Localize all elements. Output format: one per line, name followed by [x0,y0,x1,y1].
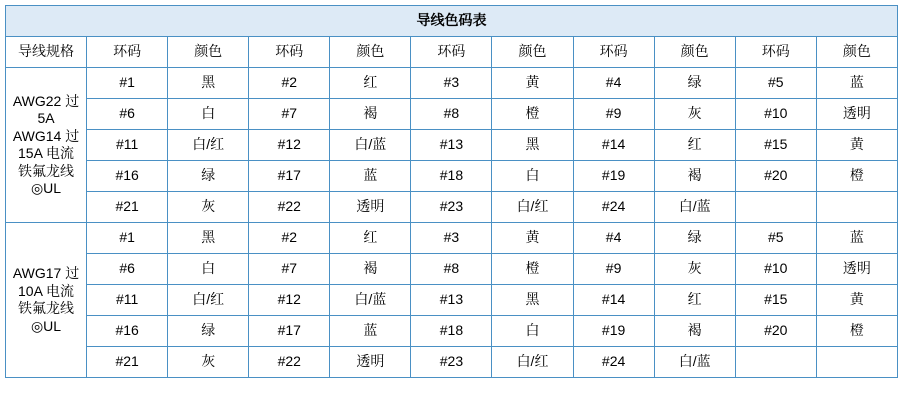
color-cell: 灰 [654,254,735,285]
table-row [6,223,898,254]
ring-code-cell: #19 [573,316,654,347]
ring-code-cell: #14 [573,285,654,316]
spec-line: AWG17 过 [12,265,80,281]
ring-code-cell: #20 [735,161,816,192]
header-row [6,37,898,68]
ring-code-cell: #18 [411,161,492,192]
column-header-code-2: 环码 [249,37,330,68]
ring-code-cell: #4 [573,223,654,254]
color-cell: 红 [330,68,411,99]
color-cell: 白 [168,99,249,130]
ring-code-cell: #17 [249,161,330,192]
ring-code-cell: #18 [411,316,492,347]
color-cell: 黑 [168,68,249,99]
empty-cell [816,347,897,378]
ring-code-cell: #22 [249,192,330,223]
color-cell: 黄 [816,130,897,161]
ring-code-cell: #21 [87,347,168,378]
table-title: 导线色码表 [6,6,898,37]
ring-code-cell: #17 [249,316,330,347]
color-cell: 褐 [654,316,735,347]
empty-cell [735,347,816,378]
column-header-color-3: 颜色 [492,37,573,68]
color-cell: 白/蓝 [330,130,411,161]
ring-code-cell: #12 [249,285,330,316]
color-cell: 黑 [168,223,249,254]
ring-code-cell: #7 [249,99,330,130]
document-sheet [0,5,903,405]
ring-code-cell: #16 [87,316,168,347]
color-cell: 黄 [816,285,897,316]
column-header-color-4: 颜色 [654,37,735,68]
ring-code-cell: #11 [87,130,168,161]
ring-code-cell: #8 [411,254,492,285]
ring-code-cell: #24 [573,347,654,378]
column-header-color-1: 颜色 [168,37,249,68]
column-header-code-5: 环码 [735,37,816,68]
color-cell: 白 [168,254,249,285]
table-row [6,68,898,99]
spec-line: 15A 电流 [18,145,75,161]
ring-code-cell: #1 [87,68,168,99]
ring-code-cell: #21 [87,192,168,223]
ring-code-cell: #9 [573,99,654,130]
color-cell: 蓝 [330,161,411,192]
ring-code-cell: #6 [87,99,168,130]
ring-code-cell: #19 [573,161,654,192]
column-header-code-1: 环码 [87,37,168,68]
color-cell: 绿 [168,161,249,192]
color-cell: 透明 [330,347,411,378]
color-cell: 蓝 [816,68,897,99]
spec-line: AWG22 过 [12,92,80,109]
ring-code-cell: #13 [411,285,492,316]
ring-code-cell: #11 [87,285,168,316]
ring-code-cell: #23 [411,192,492,223]
color-cell: 白/蓝 [330,285,411,316]
color-cell: 褐 [330,254,411,285]
ring-code-cell: #13 [411,130,492,161]
color-cell: 灰 [654,99,735,130]
empty-cell [816,192,897,223]
color-cell: 绿 [654,68,735,99]
column-header-color-2: 颜色 [330,37,411,68]
ring-code-cell: #2 [249,68,330,99]
color-cell: 红 [330,223,411,254]
color-cell: 白/红 [492,347,573,378]
color-cell: 蓝 [330,316,411,347]
table-row [6,130,898,161]
ring-code-cell: #15 [735,130,816,161]
color-cell: 橙 [816,161,897,192]
ring-code-cell: #4 [573,68,654,99]
table-row [6,99,898,130]
table-body [6,6,898,378]
ring-code-cell: #24 [573,192,654,223]
color-cell: 橙 [492,99,573,130]
table-row [6,285,898,316]
ring-code-cell: #10 [735,99,816,130]
column-header-color-5: 颜色 [816,37,897,68]
spec-cell-group-1 [6,68,87,223]
color-cell: 灰 [168,192,249,223]
spec-line: ◎UL [30,317,62,334]
color-cell: 透明 [816,254,897,285]
title-row [6,6,898,37]
color-cell: 褐 [330,99,411,130]
color-cell: 白/红 [492,192,573,223]
ring-code-cell: #3 [411,223,492,254]
table-row [6,192,898,223]
ring-code-cell: #8 [411,99,492,130]
column-header-code-3: 环码 [411,37,492,68]
ring-code-cell: #1 [87,223,168,254]
ring-code-cell: #15 [735,285,816,316]
color-cell: 白/红 [168,130,249,161]
ring-code-cell: #14 [573,130,654,161]
ring-code-cell: #7 [249,254,330,285]
column-header-spec: 导线规格 [6,37,87,68]
wire-color-code-table [5,5,898,378]
color-cell: 白/蓝 [654,347,735,378]
color-cell: 褐 [654,161,735,192]
spec-line: 10A 电流 [18,282,75,299]
ring-code-cell: #5 [735,68,816,99]
color-cell: 黄 [492,223,573,254]
color-cell: 灰 [168,347,249,378]
color-cell: 白 [492,161,573,192]
color-cell: 绿 [654,223,735,254]
column-header-code-4: 环码 [573,37,654,68]
color-cell: 白 [492,316,573,347]
color-cell: 透明 [816,99,897,130]
ring-code-cell: #20 [735,316,816,347]
ring-code-cell: #10 [735,254,816,285]
color-cell: 红 [654,285,735,316]
spec-line: ◎UL [30,180,62,196]
color-cell: 橙 [492,254,573,285]
ring-code-cell: #23 [411,347,492,378]
table-row [6,254,898,285]
spec-cell-group-2 [6,223,87,378]
color-cell: 黑 [492,130,573,161]
color-cell: 黄 [492,68,573,99]
ring-code-cell: #16 [87,161,168,192]
color-cell: 白/红 [168,285,249,316]
ring-code-cell: #2 [249,223,330,254]
spec-line: 5A [37,110,55,126]
ring-code-cell: #3 [411,68,492,99]
ring-code-cell: #6 [87,254,168,285]
table-row [6,161,898,192]
ring-code-cell: #9 [573,254,654,285]
ring-code-cell: #5 [735,223,816,254]
color-cell: 绿 [168,316,249,347]
spec-line: 铁氟龙线 [18,300,75,316]
color-cell: 黑 [492,285,573,316]
ring-code-cell: #22 [249,347,330,378]
color-cell: 透明 [330,192,411,223]
color-cell: 橙 [816,316,897,347]
spec-line: AWG14 过 [12,127,80,144]
spec-line: 铁氟龙线 [18,162,75,179]
ring-code-cell: #12 [249,130,330,161]
table-row [6,347,898,378]
color-cell: 白/蓝 [654,192,735,223]
empty-cell [735,192,816,223]
table-row [6,316,898,347]
color-cell: 红 [654,130,735,161]
color-cell: 蓝 [816,223,897,254]
